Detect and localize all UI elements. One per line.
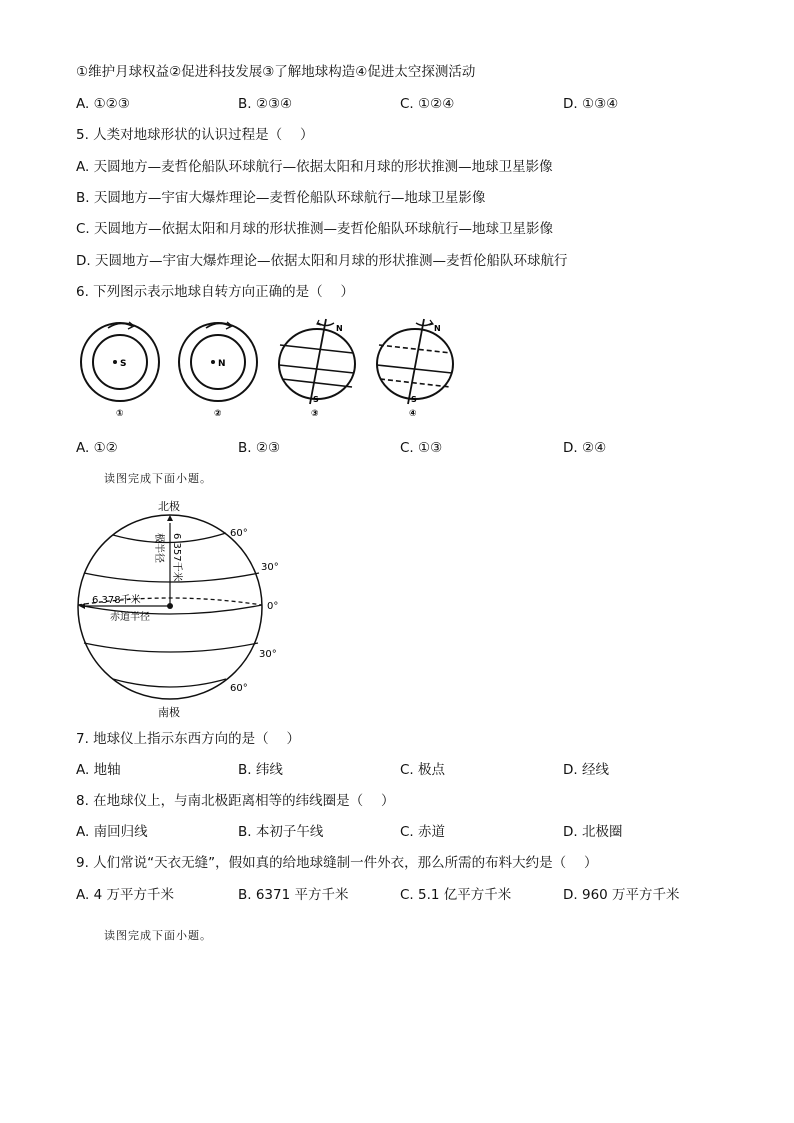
fig1-label: ①	[116, 409, 124, 419]
q5-option-c[interactable]: C. 天圆地方—依据太阳和月球的形状推测—麦哲伦船队环球航行—地球卫星影像	[76, 221, 554, 237]
q5-option-d[interactable]: D. 天圆地方—宇宙大爆炸理论—依据太阳和月球的形状推测—麦哲伦船队环球航行	[76, 253, 568, 269]
q7-option-c[interactable]: C. 极点	[400, 762, 446, 778]
figure-4	[377, 319, 453, 419]
south-pole-label: 南极	[158, 706, 180, 719]
q5-option-b[interactable]: B. 天圆地方—宇宙大爆炸理论—麦哲伦船队环球航行—地球卫星影像	[76, 190, 486, 206]
q6-figures	[70, 316, 470, 426]
q4-option-a[interactable]: A. ①②③	[76, 96, 130, 112]
polar-radius-label: 极半径	[153, 533, 164, 563]
polar-radius-value: 6 357千米	[171, 533, 182, 582]
q9-option-a[interactable]: A. 4 万平方千米	[76, 887, 174, 903]
lat-60s: 60°	[230, 683, 248, 694]
q6-stem: 6. 下列图示表示地球自转方向正确的是（ ）	[76, 284, 354, 300]
q8-option-b[interactable]: B. 本初子午线	[238, 824, 324, 840]
reading-instruction-1: 读图完成下面小题。	[104, 472, 212, 485]
q6-option-b[interactable]: B. ②③	[238, 440, 281, 456]
globe-figure	[72, 493, 292, 723]
lat-60n: 60°	[230, 528, 248, 539]
q9-stem: 9. 人们常说“天衣无缝”，假如真的给地球缝制一件外衣，那么所需的布料大约是（ ）	[76, 855, 598, 871]
q8-option-d[interactable]: D. 北极圈	[563, 824, 623, 840]
q7-stem: 7. 地球仪上指示东西方向的是（ ）	[76, 731, 300, 747]
fig2-center-label: N	[218, 359, 226, 369]
fig4-pole-n: N	[434, 324, 441, 333]
q4-option-d[interactable]: D. ①③④	[563, 96, 619, 112]
fig4-label: ④	[409, 409, 417, 419]
q9-option-c[interactable]: C. 5.1 亿平方千米	[400, 887, 512, 903]
q6-option-c[interactable]: C. ①③	[400, 440, 443, 456]
figure-1	[81, 322, 159, 419]
lat-30s: 30°	[259, 649, 277, 660]
q5-option-a[interactable]: A. 天圆地方—麦哲伦船队环球航行—依据太阳和月球的形状推测—地球卫星影像	[76, 159, 553, 175]
eq-radius-label: 赤道半径	[110, 612, 150, 623]
q6-option-d[interactable]: D. ②④	[563, 440, 607, 456]
q9-option-b[interactable]: B. 6371 平方千米	[238, 887, 349, 903]
q8-option-c[interactable]: C. 赤道	[400, 824, 446, 840]
lat-30n: 30°	[261, 562, 279, 573]
fig1-center-label: S	[120, 359, 127, 369]
q5-stem: 5. 人类对地球形状的认识过程是（ ）	[76, 127, 314, 143]
q6-option-a[interactable]: A. ①②	[76, 440, 118, 456]
q4-option-b[interactable]: B. ②③④	[238, 96, 293, 112]
q7-option-a[interactable]: A. 地轴	[76, 762, 121, 778]
figure-3	[279, 319, 355, 419]
eq-radius-value: 6 378千米	[92, 595, 141, 606]
fig3-label: ③	[311, 409, 319, 419]
q8-stem: 8. 在地球仪上，与南北极距离相等的纬线圈是（ ）	[76, 793, 395, 809]
figure-2	[179, 322, 257, 419]
q9-option-d[interactable]: D. 960 万平方千米	[563, 887, 680, 903]
fig3-pole-n: N	[336, 324, 343, 333]
reading-instruction-2: 读图完成下面小题。	[104, 929, 212, 942]
q7-option-b[interactable]: B. 纬线	[238, 762, 283, 778]
lat-0: 0°	[267, 601, 279, 612]
q4-stem: ①维护月球权益②促进科技发展③了解地球构造④促进太空探测活动	[76, 64, 476, 80]
q4-option-c[interactable]: C. ①②④	[400, 96, 455, 112]
q7-option-d[interactable]: D. 经线	[563, 762, 609, 778]
fig4-pole-s: S	[411, 395, 417, 404]
fig2-label: ②	[214, 409, 222, 419]
north-pole-label: 北极	[158, 500, 180, 513]
fig3-pole-s: S	[313, 395, 319, 404]
q8-option-a[interactable]: A. 南回归线	[76, 824, 148, 840]
